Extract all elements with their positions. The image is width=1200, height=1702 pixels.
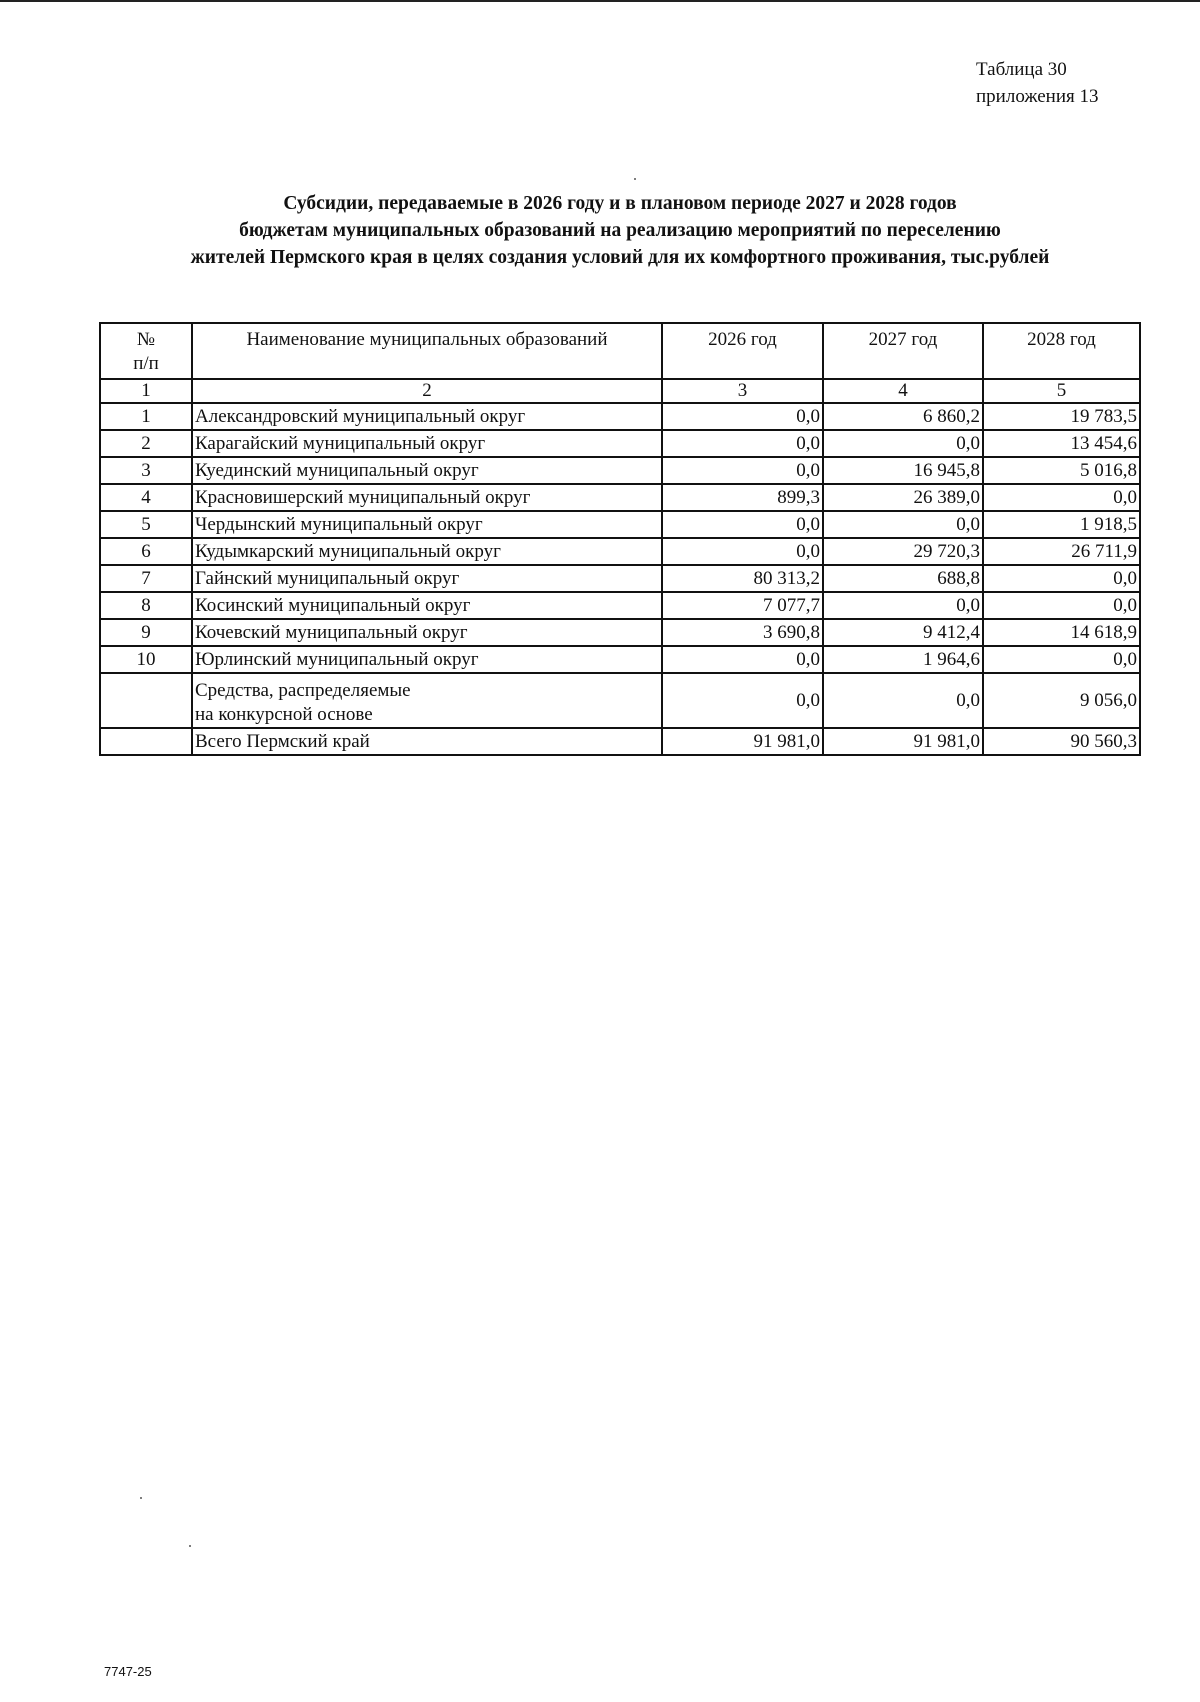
value-2026: 0,0 (662, 511, 823, 538)
reference-note (976, 56, 1098, 110)
value-2027: 688,8 (823, 565, 983, 592)
value-2026: 0,0 (662, 457, 823, 484)
reference-note-line: Таблица 30 (976, 59, 1067, 80)
table-row (100, 592, 1140, 619)
header-name: Наименование муниципальных образований (192, 323, 662, 379)
value-2026: 7 077,7 (662, 592, 823, 619)
row-name: Юрлинский муниципальный округ (192, 646, 662, 673)
value-2026: 80 313,2 (662, 565, 823, 592)
row-name: Чердынский муниципальный округ (192, 511, 662, 538)
scan-top-edge (0, 0, 1200, 2)
header-number-line: п/п (133, 353, 159, 374)
header-2026: 2026 год (662, 323, 823, 379)
value-2028: 0,0 (983, 565, 1140, 592)
row-number: 2 (100, 430, 192, 457)
row-name-line: на конкурсной основе (195, 704, 373, 725)
table-row (100, 457, 1140, 484)
row-number: 3 (100, 457, 192, 484)
value-2026: 0,0 (662, 673, 823, 728)
table-header-row (100, 323, 1140, 379)
table-row (100, 538, 1140, 565)
value-2027: 91 981,0 (823, 728, 983, 755)
document-title (90, 190, 1150, 271)
value-2027: 0,0 (823, 592, 983, 619)
value-2027: 0,0 (823, 430, 983, 457)
value-2027: 0,0 (823, 673, 983, 728)
title-line: жителей Пермского края в целях создания условий для их комфортного проживания, тыс.рублей (190, 247, 1050, 268)
table-body (100, 323, 1140, 755)
value-2028: 90 560,3 (983, 728, 1140, 755)
value-2028: 1 918,5 (983, 511, 1140, 538)
header-number (100, 323, 192, 379)
value-2027: 16 945,8 (823, 457, 983, 484)
total-row (100, 728, 1140, 755)
scan-speck (634, 178, 636, 180)
row-name (192, 673, 662, 728)
row-name: Гайнский муниципальный округ (192, 565, 662, 592)
table-row (100, 403, 1140, 430)
row-number: 6 (100, 538, 192, 565)
row-number (100, 673, 192, 728)
value-2028: 0,0 (983, 484, 1140, 511)
value-2026: 91 981,0 (662, 728, 823, 755)
value-2026: 0,0 (662, 403, 823, 430)
row-name: Куединский муниципальный округ (192, 457, 662, 484)
table-row (100, 565, 1140, 592)
row-number: 4 (100, 484, 192, 511)
reference-note-line: приложения 13 (976, 86, 1099, 107)
value-2028: 19 783,5 (983, 403, 1140, 430)
row-name: Красновишерский муниципальный округ (192, 484, 662, 511)
value-2028: 13 454,6 (983, 430, 1140, 457)
header-2028: 2028 год (983, 323, 1140, 379)
header-2027: 2027 год (823, 323, 983, 379)
row-number: 8 (100, 592, 192, 619)
row-number (100, 728, 192, 755)
value-2028: 14 618,9 (983, 619, 1140, 646)
value-2026: 3 690,8 (662, 619, 823, 646)
value-2027: 26 389,0 (823, 484, 983, 511)
table-row (100, 484, 1140, 511)
column-number: 4 (823, 379, 983, 403)
table-row (100, 511, 1140, 538)
value-2028: 26 711,9 (983, 538, 1140, 565)
row-number: 5 (100, 511, 192, 538)
value-2026: 0,0 (662, 430, 823, 457)
value-2026: 899,3 (662, 484, 823, 511)
table-row (100, 619, 1140, 646)
header-number-line: № (136, 329, 156, 350)
row-number: 1 (100, 403, 192, 430)
row-name: Кудымкарский муниципальный округ (192, 538, 662, 565)
column-number: 1 (100, 379, 192, 403)
value-2027: 1 964,6 (823, 646, 983, 673)
row-name: Александровский муниципальный округ (192, 403, 662, 430)
scan-speck (189, 1545, 191, 1547)
column-number-row (100, 379, 1140, 403)
competitive-funds-row (100, 673, 1140, 728)
column-number: 5 (983, 379, 1140, 403)
row-name: Косинский муниципальный округ (192, 592, 662, 619)
row-number: 9 (100, 619, 192, 646)
title-line: Субсидии, передаваемые в 2026 году и в плановом периоде 2027 и 2028 годов (283, 193, 957, 214)
subsidies-table (99, 322, 1141, 756)
value-2028: 0,0 (983, 646, 1140, 673)
table-row (100, 646, 1140, 673)
value-2027: 29 720,3 (823, 538, 983, 565)
value-2027: 6 860,2 (823, 403, 983, 430)
scan-speck (140, 1497, 142, 1499)
column-number: 2 (192, 379, 662, 403)
row-name: Кочевский муниципальный округ (192, 619, 662, 646)
value-2028: 0,0 (983, 592, 1140, 619)
value-2028: 5 016,8 (983, 457, 1140, 484)
row-name-line: Средства, распределяемые (195, 680, 411, 701)
table-row (100, 430, 1140, 457)
row-number: 7 (100, 565, 192, 592)
row-name: Карагайский муниципальный округ (192, 430, 662, 457)
value-2027: 0,0 (823, 511, 983, 538)
value-2026: 0,0 (662, 538, 823, 565)
value-2027: 9 412,4 (823, 619, 983, 646)
row-number: 10 (100, 646, 192, 673)
value-2026: 0,0 (662, 646, 823, 673)
column-number: 3 (662, 379, 823, 403)
document-code: 7747-25 (104, 1664, 152, 1679)
title-line: бюджетам муниципальных образований на реализацию мероприятий по переселению (239, 220, 1001, 241)
value-2028: 9 056,0 (983, 673, 1140, 728)
row-name: Всего Пермский край (192, 728, 662, 755)
